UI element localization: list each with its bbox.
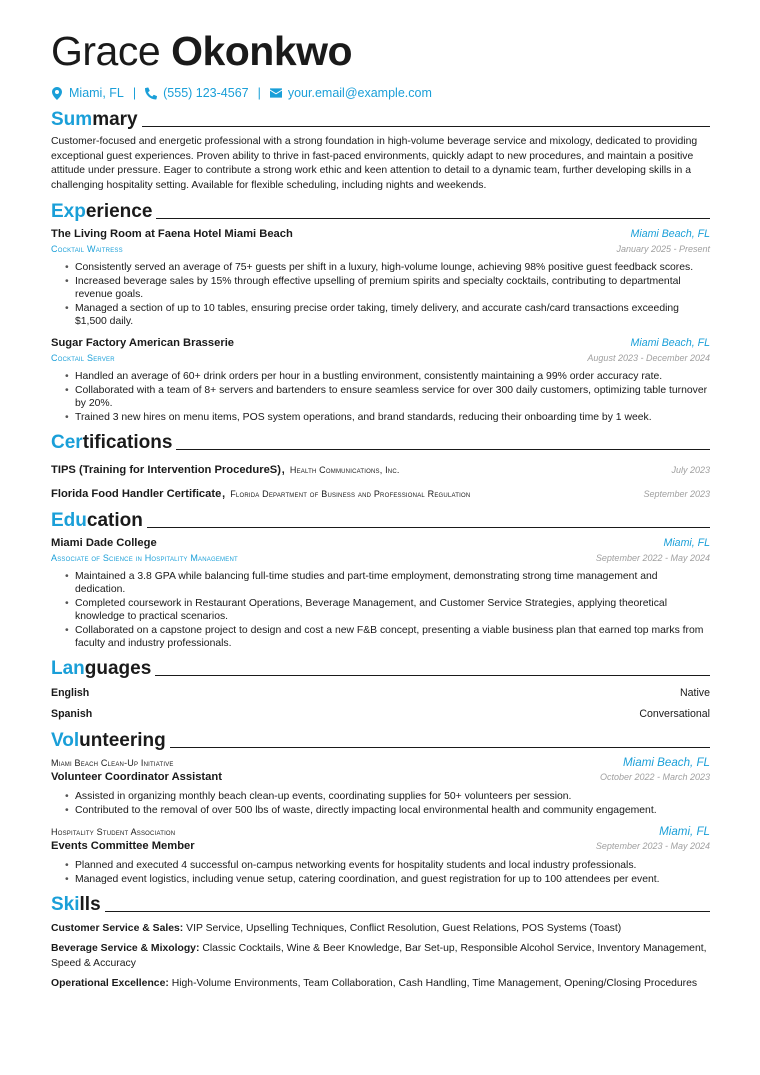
section-rule [176,449,710,450]
section-rule [155,675,710,676]
volunteer-org: Hospitality Student Association [51,827,176,838]
contact-location [51,86,124,100]
job-location: Miami Beach, FL [630,337,710,350]
list-item: • Assisted in organizing monthly beach clean-up events, coordinating supplies for 50+ volunteers per session. [65,790,710,803]
job-title: Cocktail Server [51,353,115,364]
location-text: Miami, FL [69,86,124,100]
candidate-name [51,28,710,74]
section-rule [170,747,710,748]
contact-separator: | [257,86,261,100]
school-location: Miami, FL [663,537,710,550]
email-link[interactable]: your.email@example.com [287,86,432,100]
contact-phone[interactable] [145,86,248,100]
section-title-rest: lls [79,894,101,916]
skill-group [51,921,710,936]
section-skills-header [51,892,710,916]
phone-text[interactable]: (555) 123-4567 [163,86,249,100]
skill-values: VIP Service, Upselling Techniques, Conflict Resolution, Guest Relations, POS Systems (Toast) [186,923,622,935]
section-education-header [51,508,710,532]
school-name: Miami Dade College [51,537,157,550]
list-item: • Maintained a 3.8 GPA while balancing full-time studies and part-time employment, demonstrating strong time management and dedication. [65,570,710,597]
language-item [51,686,710,701]
employer-name: The Living Room at Faena Hotel Miami Beach [51,228,293,241]
volunteer-dates: October 2022 - March 2023 [599,772,710,783]
section-rule [105,911,710,912]
section-volunteering-header [51,728,710,752]
list-item: • Managed event logistics, including venue setup, catering coordination, and guest registration for up to 100 attendees per event. [65,873,710,886]
skill-label: Customer Service & Sales: [51,923,184,935]
section-summary-header [51,107,710,131]
certification-item: TIPS (Training for Intervention ProcedureS), Health Communications, Inc. July 2023 [51,460,710,478]
section-title-accent: Lan [51,658,85,680]
education-entry [51,536,710,650]
language-level: Conversational [639,708,710,721]
last-name: Okonkwo [171,28,353,74]
section-title-accent: Cer [51,432,83,454]
job-dates: January 2025 - Present [616,244,710,255]
section-title-accent: Sum [51,109,93,130]
job-dates: August 2023 - December 2024 [587,353,710,364]
section-rule [147,527,710,528]
volunteer-location: Miami Beach, FL [623,756,710,770]
list-item: • Collaborated with a team of 8+ servers and bartenders to ensure seamless service for over 300 daily customers, optimizing table turnover by 20%. [65,384,710,411]
job-title: Cocktail Waitress [51,244,123,255]
certification-issuer: Health Communications, Inc. [289,465,400,476]
phone-icon [145,86,157,100]
list-item: • Handled an average of 60+ drink orders per hour in a bustling environment, consistently maintaining a 99% order accuracy rate. [65,370,710,383]
volunteer-entry [51,756,710,817]
contact-email[interactable] [270,86,432,100]
bullet-list [65,370,710,424]
list-item: • Completed coursework in Restaurant Operations, Beverage Management, and Customer Service Strategies, applying theoretical knowledge to practical scenarios. [65,597,710,624]
section-title-rest: tifications [82,432,173,454]
section-rule [156,218,710,219]
volunteer-org: Miami Beach Clean-Up Initiative [51,758,174,769]
section-title [51,730,166,752]
bullet-list [65,859,710,886]
certification-item: Florida Food Handler Certificate, Florida Department of Business and Professional Regulation September 2023 [51,484,710,502]
employer-name: Sugar Factory American Brasserie [51,337,235,350]
skill-label: Beverage Service & Mixology: [51,943,200,955]
certification-issuer: Florida Department of Business and Professional Regulation [230,489,471,500]
list-item: • Trained 3 new hires on menu items, POS system operations, and brand standards, reducing their onboarding time by 1 week. [65,411,710,424]
list-item: • Collaborated on a capstone project to design and cost a new F&B concept, presenting a viable business plan that earned top marks from faculty and industry professionals. [65,624,710,651]
section-title [51,894,101,916]
list-item: • Planned and executed 4 successful on-campus networking events for hospitality students and local industry professionals. [65,859,710,872]
section-certifications-header [51,430,710,454]
language-name: Spanish [51,708,93,721]
experience-entry [51,227,710,328]
section-title-accent: Vol [51,730,80,752]
section-title-rest: cation [86,510,143,532]
section-languages-header [51,656,710,680]
skill-group [51,941,710,971]
volunteer-role: Events Committee Member [51,840,195,853]
certification-name: Florida Food Handler Certificate [51,488,222,501]
volunteer-entry [51,825,710,886]
map-pin-icon [51,86,63,100]
skill-label: Operational Excellence: [51,978,169,990]
section-title-accent: Exp [51,201,86,223]
skill-values: High-Volume Environments, Team Collaboration, Cash Handling, Time Management, Opening/Closing Procedures [171,978,698,990]
section-title-rest: unteering [79,730,166,752]
section-rule [142,126,710,127]
language-name: English [51,687,90,700]
section-title [51,201,152,223]
certification-name: TIPS (Training for Intervention ProcedureS) [51,464,281,477]
section-title-rest: guages [84,658,152,680]
section-title [51,432,172,454]
volunteer-role: Volunteer Coordinator Assistant [51,771,222,784]
envelope-icon [270,86,282,100]
skill-group [51,976,710,991]
volunteer-dates: September 2023 - May 2024 [595,841,710,852]
contact-separator: | [132,86,137,100]
first-name: Grace [51,28,161,74]
certification-date: July 2023 [671,465,710,476]
experience-entry [51,336,710,424]
list-item: • Consistently served an average of 75+ guests per shift in a luxury, high-volume lounge, achieving 98% positive guest feedback scores. [65,261,710,274]
language-level: Native [679,687,710,700]
certification-date: September 2023 [643,489,710,500]
section-title [51,658,151,680]
summary-text: Customer-focused and energetic professional with a strong foundation in high-volume beverage service and mixology, dedicated to providing exceptional guest experiences. Proven ability to thrive in fast-paced environments, quickly adapt to new procedures, and maintain a positive attitude under pressure. Eager to contribute a strong work ethic and keen attention to detail to a dynamic team, further developing skills in a challenging hospitality setting. Available for flexible scheduling, including nights and weekends. [51,136,698,191]
bullet-list [65,790,710,817]
section-title [51,510,143,532]
section-title-accent: Ski [51,894,80,916]
section-title-rest: erience [85,201,153,223]
list-item: • Increased beverage sales by 15% through effective upselling of premium spirits and specialty cocktails, contributing to departmental revenue goals. [65,275,710,302]
section-title-accent: Edu [51,510,87,532]
section-experience-header [51,199,710,223]
bullet-list [65,261,710,328]
degree-title: Associate of Science in Hospitality Management [51,553,238,564]
language-item [51,707,710,722]
education-dates: September 2022 - May 2024 [595,553,710,564]
bullet-list [65,570,710,650]
volunteer-location: Miami, FL [659,825,710,839]
list-item: • Contributed to the removal of over 500 lbs of waste, directly impacting local environmental health and community engagement. [65,804,710,817]
section-title-rest: mary [92,109,138,130]
skill-values: Classic Cocktails, Wine & Beer Knowledge, Bar Set-up, Responsible Alcohol Service, Inventory Management, Speed & Accuracy [51,943,707,970]
list-item: • Managed a section of up to 10 tables, ensuring precise order taking, timely delivery, and accurate cash/card transactions exceeding $1,500 daily. [65,302,710,329]
job-location: Miami Beach, FL [630,228,710,241]
section-title [51,109,138,131]
contact-line [51,85,710,101]
